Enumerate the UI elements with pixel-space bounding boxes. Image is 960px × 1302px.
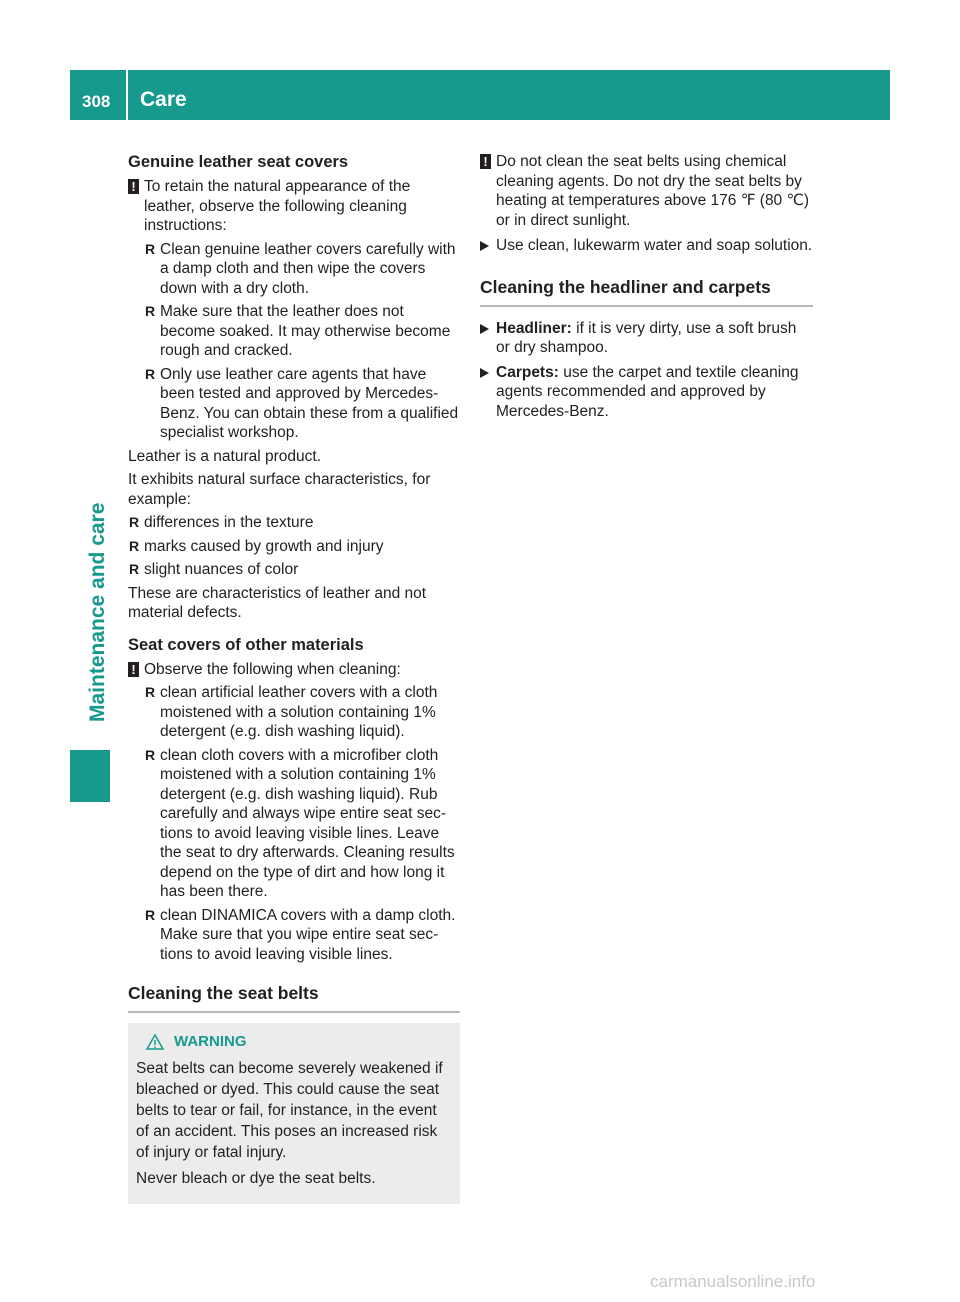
warning-title: [146, 1031, 452, 1052]
list-item: [144, 240, 460, 299]
list-item-text: clean DINAMICA covers with a damp cloth. Make sure that you wipe entire seat sec-tions to avoid leaving visible lines.: [160, 906, 456, 963]
seat-belts-step: [480, 236, 813, 256]
bullet-icon: R: [145, 906, 156, 923]
genuine-leather-list: [128, 240, 460, 443]
list-item: [144, 365, 460, 443]
step-label: Carpets:: [496, 363, 559, 381]
arrow-right-icon: [480, 241, 489, 251]
exclamation-icon: !: [128, 662, 139, 677]
list-item: [128, 560, 460, 580]
note-text: To retain the natural appearance of the leather, observe the following cleaning instructions:: [144, 178, 411, 234]
step-text: use the carpet and textile cleaning agents recommended and approved by Mercedes-Benz.: [496, 363, 799, 420]
list-item-text: Clean genuine leather covers carefully with a damp cloth and then wipe the covers down with a dry cloth.: [160, 240, 456, 297]
list-item-text: marks caused by growth and injury: [144, 537, 384, 555]
header-divider: [126, 70, 128, 120]
bullet-icon: R: [145, 240, 156, 257]
step-label: Headliner:: [496, 319, 572, 337]
arrow-right-icon: [480, 368, 489, 378]
list-item-text: clean artificial leather covers with a cloth moistened with a solution containing 1% detergent (e.g. dish washing liquid).: [160, 684, 438, 740]
characteristics-list: [128, 513, 460, 580]
bullet-icon: R: [129, 537, 140, 554]
seat-belts-note: [480, 152, 813, 230]
right-column: [480, 152, 813, 426]
list-item: [144, 302, 460, 361]
side-tab-marker: [70, 750, 110, 802]
list-item-text: differences in the texture: [144, 514, 314, 531]
headliner-heading: Cleaning the headliner and carpets: [480, 276, 813, 307]
bullet-icon: R: [145, 684, 156, 700]
characteristics-intro: It exhibits natural surface characteristics, for example:: [128, 471, 431, 508]
page-number: 308: [82, 92, 111, 111]
list-item: [144, 906, 460, 965]
list-item: [128, 537, 460, 557]
warning-box: [128, 1023, 460, 1204]
bullet-icon: R: [145, 746, 156, 763]
other-materials-list: [128, 683, 460, 964]
list-item-text: Only use leather care agents that have been tested and approved by Mercedes-Benz. You can obtain these from a qualified specialist workshop.: [160, 365, 459, 441]
bullet-icon: R: [145, 303, 156, 319]
warning-label: WARNING: [174, 1033, 247, 1050]
section-title: Care: [140, 88, 187, 111]
exclamation-icon: !: [480, 154, 491, 169]
list-item-text: clean cloth covers with a microfiber cloth moistened with a solution containing 1% detergent (e.g. dish washing liquid). Rub carefully and always wipe entire seat sec-tions to avoid leaving visible lines. Leave the seat to dry afterwards. Cleaning results depend on the type of dirt and how long it has been there.: [160, 746, 455, 900]
list-item-text: slight nuances of color: [144, 561, 299, 578]
bullet-icon: R: [129, 514, 140, 530]
natural-product-text: Leather is a natural product.: [128, 447, 322, 465]
left-column: [128, 152, 460, 1204]
warning-triangle-icon: [146, 1034, 164, 1050]
characteristics-outro: These are characteristics of leather and not material defects.: [128, 584, 427, 621]
note-text: Observe the following when cleaning:: [144, 660, 401, 678]
footer-watermark: carmanualsonline.info: [650, 1272, 816, 1291]
warning-text: Seat belts can become severely weakened if bleached or dyed. This could cause the seat belts to tear or fail, for instance, in the event of an accident. This poses an increased risk of injury or fatal injury.: [136, 1060, 443, 1161]
step-text: Use clean, lukewarm water and soap solution.: [496, 237, 813, 254]
exclamation-icon: !: [128, 179, 139, 194]
genuine-leather-heading: Genuine leather seat covers: [128, 153, 349, 171]
genuine-leather-note: [128, 177, 460, 236]
other-materials-note: [128, 660, 460, 680]
list-item: [144, 746, 460, 902]
list-item: [144, 683, 460, 742]
headliner-step: [480, 319, 813, 358]
carpets-step: [480, 363, 813, 422]
header-bar: [70, 70, 890, 120]
list-item-text: Make sure that the leather does not become soaked. It may otherwise become rough and cracked.: [160, 303, 451, 359]
list-item: [128, 513, 460, 533]
bullet-icon: R: [129, 561, 140, 577]
other-materials-heading: Seat covers of other materials: [128, 635, 364, 654]
arrow-right-icon: [480, 324, 489, 334]
note-text: Do not clean the seat belts using chemical cleaning agents. Do not dry the seat belts by heating at temperatures above 176 ℉ (80 ℃) or in direct sunlight.: [496, 153, 810, 229]
bullet-icon: R: [145, 365, 156, 382]
side-tab-label: Maintenance and care: [86, 502, 109, 722]
seat-belts-heading: Cleaning the seat belts: [128, 982, 460, 1013]
warning-instruction: Never bleach or dye the seat belts.: [136, 1170, 376, 1187]
step-text: if it is very dirty, use a soft brush or dry shampoo.: [496, 319, 797, 356]
